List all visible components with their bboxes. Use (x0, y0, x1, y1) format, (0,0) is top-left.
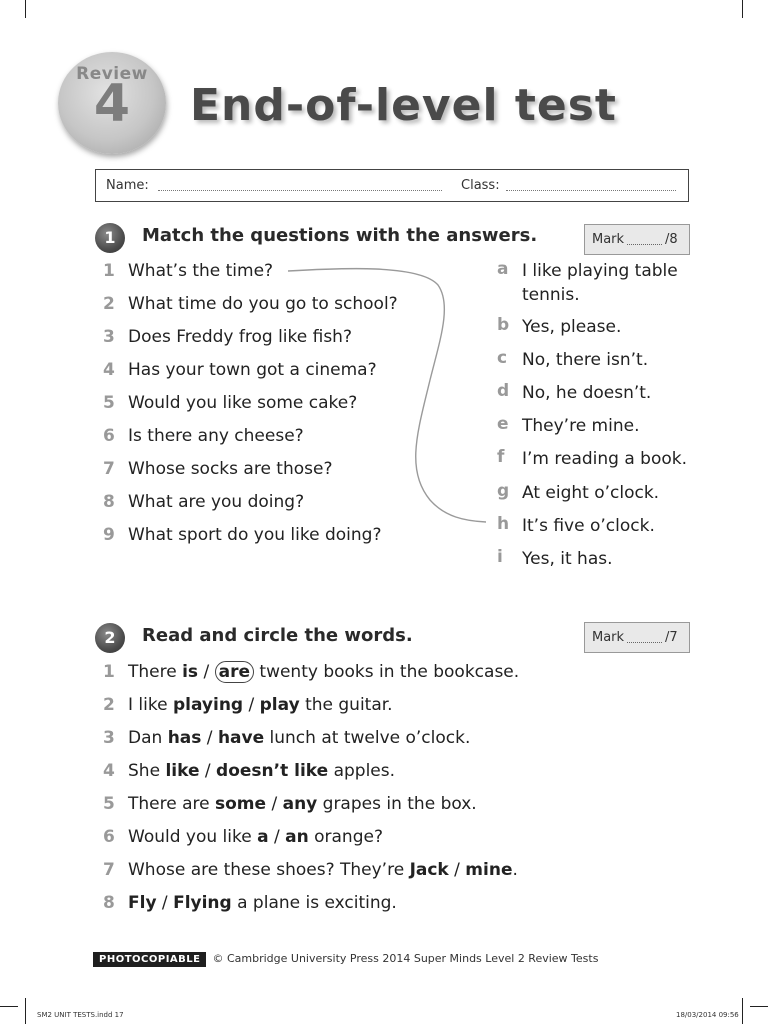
word-option[interactable]: doesn’t like (216, 761, 329, 781)
option-separator: / (199, 761, 217, 781)
badge-label: Review (76, 64, 148, 84)
sentence (128, 662, 519, 682)
page-footer (93, 952, 598, 967)
sentence-text: She (128, 761, 166, 781)
class-label: Class: (461, 178, 500, 193)
item-letter: g (497, 481, 510, 501)
option-separator: / (201, 728, 218, 748)
word-option[interactable]: some (215, 794, 267, 814)
mark-total: /7 (665, 630, 678, 645)
option-separator: / (198, 662, 215, 682)
option-separator: / (156, 893, 174, 913)
sentence-text: Whose are these shoes? They’re (128, 860, 410, 880)
option-separator: / (243, 695, 260, 715)
question-text: Would you like some cake? (128, 393, 358, 413)
item-letter: d (497, 381, 510, 401)
file-info: SM2 UNIT TESTS.indd 17 (37, 1011, 124, 1019)
sentence-text: the guitar. (299, 695, 393, 715)
sentence-text: orange? (308, 827, 383, 847)
answer-text: I like playing table tennis. (522, 261, 678, 305)
item-letter: i (497, 547, 503, 567)
mark-box (584, 622, 690, 653)
word-option[interactable]: Jack (409, 860, 449, 880)
item-letter: e (497, 414, 509, 434)
answer-text: No, there isn’t. (522, 350, 649, 370)
item-number: 4 (103, 761, 115, 781)
item-number: 1 (103, 261, 115, 281)
sentence (128, 794, 477, 814)
sentence (128, 827, 383, 847)
question-text: What sport do you like doing? (128, 525, 382, 545)
sentence-text: There (128, 662, 183, 682)
sentence-text: a plane is exciting. (231, 893, 397, 913)
word-option[interactable]: Flying (173, 893, 232, 913)
item-number: 2 (103, 294, 115, 314)
item-number: 7 (103, 860, 115, 880)
word-option[interactable]: Fly (128, 893, 157, 913)
sentence-text: . (512, 860, 518, 880)
item-number: 4 (103, 360, 115, 380)
sentence-text: Would you like (128, 827, 258, 847)
sentence-text: Dan (128, 728, 168, 748)
name-label: Name: (106, 178, 149, 193)
word-option[interactable]: any (282, 794, 318, 814)
word-option[interactable]: like (165, 761, 200, 781)
word-option[interactable]: have (217, 728, 265, 748)
item-number: 2 (103, 695, 115, 715)
item-number: 3 (103, 728, 115, 748)
sentence-text: lunch at twelve o’clock. (264, 728, 471, 748)
answer-text: No, he doesn’t. (522, 383, 652, 403)
word-option-circled[interactable]: are (215, 661, 254, 683)
section-instruction: Match the questions with the answers. (142, 225, 538, 246)
option-separator: / (268, 827, 286, 847)
word-option[interactable]: mine (465, 860, 513, 880)
item-number: 1 (103, 662, 115, 682)
question-text: Whose socks are those? (128, 459, 333, 479)
date-info: 18/03/2014 09:56 (676, 1011, 739, 1019)
word-option[interactable]: is (182, 662, 199, 682)
item-number: 5 (103, 393, 115, 413)
sentence-text: There are (128, 794, 215, 814)
photocopiable-badge: PHOTOCOPIABLE (93, 952, 206, 967)
item-number: 8 (103, 492, 115, 512)
answer-text: They’re mine. (522, 416, 640, 436)
question-text: Does Freddy frog like fish? (128, 327, 352, 347)
sentence (128, 695, 393, 715)
sentence-text: I like (128, 695, 173, 715)
question-text: Has your town got a cinema? (128, 360, 377, 380)
word-option[interactable]: play (259, 695, 300, 715)
question-text: What’s the time? (128, 261, 274, 281)
section-number: 2 (95, 623, 125, 653)
sentence-text: twenty books in the bookcase. (254, 662, 520, 682)
answer-text: At eight o’clock. (522, 483, 660, 503)
item-letter: h (497, 514, 510, 534)
item-number: 3 (103, 327, 115, 347)
copyright-text: © Cambridge University Press 2014 Super Minds Level 2 Review Tests (212, 952, 599, 965)
word-option[interactable]: has (167, 728, 202, 748)
item-letter: a (497, 259, 509, 279)
section-number: 1 (95, 223, 125, 253)
item-number: 6 (103, 426, 115, 446)
option-separator: / (266, 794, 283, 814)
word-option[interactable]: a (257, 827, 269, 847)
item-letter: f (497, 447, 505, 467)
item-number: 9 (103, 525, 115, 545)
sentence (128, 893, 397, 913)
mark-field[interactable] (627, 642, 662, 643)
sentence-text: apples. (328, 761, 396, 781)
sentence (128, 860, 518, 880)
item-letter: c (497, 348, 508, 368)
word-option[interactable]: playing (172, 695, 244, 715)
question-text: Is there any cheese? (128, 426, 304, 446)
item-number: 6 (103, 827, 115, 847)
word-option[interactable]: an (285, 827, 309, 847)
item-number: 7 (103, 459, 115, 479)
option-separator: / (448, 860, 466, 880)
question-text: What time do you go to school? (128, 294, 398, 314)
page-title: End-of-level test (190, 80, 617, 131)
item-number: 8 (103, 893, 115, 913)
question-text: What are you doing? (128, 492, 305, 512)
sentence (128, 761, 395, 781)
sentence (128, 728, 470, 748)
answer-text: Yes, it has. (522, 549, 613, 569)
mark-total: /8 (665, 232, 678, 247)
sentence-text: grapes in the box. (317, 794, 477, 814)
answer-text: It’s five o’clock. (522, 516, 655, 536)
section-instruction: Read and circle the words. (142, 625, 413, 646)
mark-label: Mark (592, 232, 625, 247)
mark-label: Mark (592, 630, 625, 645)
answer-text: I’m reading a book. (522, 449, 688, 469)
item-letter: b (497, 315, 510, 335)
answer-text: Yes, please. (522, 317, 622, 337)
item-number: 5 (103, 794, 115, 814)
badge-number: 4 (93, 74, 131, 134)
